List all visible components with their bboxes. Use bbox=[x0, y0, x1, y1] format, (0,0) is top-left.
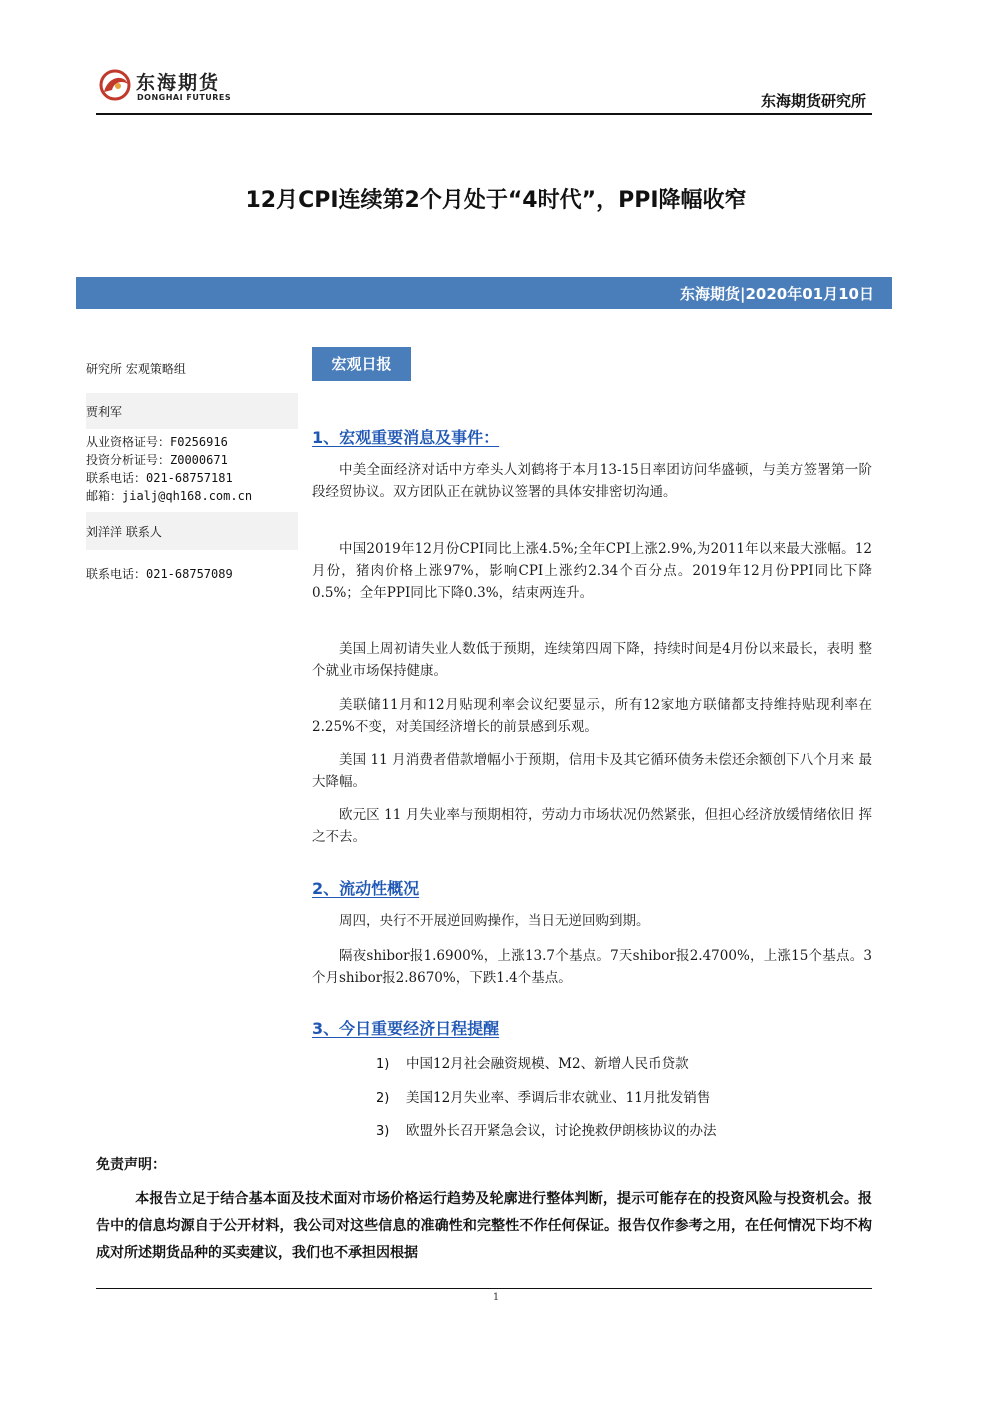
schedule-item-text: 美国12月失业率、季调后非农就业、11月批发销售 bbox=[406, 1090, 711, 1106]
schedule-item bbox=[376, 1052, 689, 1072]
schedule-item-number: 2) bbox=[376, 1091, 390, 1106]
news-paragraph: 中国2019年12月份CPI同比上涨4.5%;全年CPI上涨2.9%,为2011年以来最大涨幅。12月份，猪肉价格上涨97%，影响CPI上涨约2.34个百分点。2019年12月份PPI同比下降0.5%；全年PPI同比下降0.3%，结束两连升。 bbox=[312, 541, 872, 601]
analyst2-line: 联系电话：021-68757089 bbox=[86, 567, 233, 581]
schedule-item-number: 1) bbox=[376, 1057, 390, 1072]
schedule-item-text: 欧盟外长召开紧急会议，讨论挽救伊朗核协议的办法 bbox=[406, 1123, 717, 1139]
analyst1-line: 投资分析证号：Z0000671 bbox=[86, 453, 228, 467]
section-2-heading: 2、流动性概况 bbox=[312, 879, 420, 898]
analyst2-box bbox=[86, 512, 298, 550]
report-type-tag: 宏观日报 bbox=[312, 347, 411, 381]
date-banner-text: 东海期货|2020年01月10日 bbox=[680, 285, 874, 303]
disclaimer-heading: 免责声明： bbox=[96, 1157, 166, 1173]
news-paragraph: 美联储11月和12月贴现利率会议纪要显示，所有12家地方联储都支持维持贴现利率在 2.25%不变，对美国经济增长的前景感到乐观。 bbox=[312, 697, 872, 735]
news-paragraph: 美国 11 月消费者借款增幅小于预期，信用卡及其它循环债务未偿还余额创下八个月来 最大降幅。 bbox=[312, 752, 872, 790]
schedule-item bbox=[376, 1086, 710, 1106]
dragon-logo-icon bbox=[96, 66, 134, 104]
footer-divider bbox=[96, 1288, 872, 1289]
analyst1-box bbox=[86, 393, 298, 429]
schedule-item-number: 3) bbox=[376, 1124, 390, 1139]
logo-text-en: DONGHAI FUTURES bbox=[137, 93, 232, 102]
report-title: 12月CPI连续第2个月处于“4时代”，PPI降幅收窄 bbox=[245, 188, 747, 213]
disclaimer-text: 本报告立足于结合基本面及技术面对市场价格运行趋势及轮廓进行整体判断，提示可能存在的投资风险与投资机会。报告中的信息均源自于公开材料，我公司对这些信息的准确性和完整性不作任何保证。报告仅作参考之用，在任何情况下均不构成对所述期货品种的买卖建议，我们也不承担因根据 bbox=[96, 1191, 872, 1261]
liquidity-paragraph: 周四，央行不开展逆回购操作，当日无逆回购到期。 bbox=[339, 913, 650, 929]
analyst1-name: 贾利军 bbox=[86, 405, 123, 419]
analyst1-contact bbox=[86, 433, 298, 505]
analyst2-name: 刘洋洋 联系人 bbox=[86, 525, 162, 539]
section-1-heading: 1、宏观重要消息及事件： bbox=[312, 428, 500, 447]
section-3-heading: 3、今日重要经济日程提醒 bbox=[312, 1019, 500, 1038]
company-logo bbox=[96, 64, 236, 108]
page-number: 1 bbox=[492, 1292, 500, 1303]
logo-text-cn: 东海期货 bbox=[136, 72, 221, 94]
liquidity-paragraph: 隔夜shibor报1.6900%，上涨13.7个基点。7天shibor报2.4700%，上涨15个基点。3个月shibor报2.8670%，下跌1.4个基点。 bbox=[312, 948, 872, 986]
schedule-item-text: 中国12月社会融资规模、M2、新增人民币贷款 bbox=[406, 1056, 689, 1072]
header-divider bbox=[96, 113, 872, 115]
analyst2-contact bbox=[86, 565, 298, 583]
date-banner bbox=[76, 277, 892, 309]
analyst1-line: 联系电话：021-68757181 bbox=[86, 471, 233, 485]
news-paragraph: 美国上周初请失业人数低于预期，连续第四周下降，持续时间是4月份以来最长，表明 整个就业市场保持健康。 bbox=[312, 641, 872, 679]
institute-name: 东海期货研究所 bbox=[760, 92, 866, 110]
analyst1-line: 从业资格证号：F0256916 bbox=[86, 435, 228, 449]
news-paragraph: 欧元区 11 月失业率与预期相符，劳动力市场状况仍然紧张，但担心经济放缓情绪依旧 挥之不去。 bbox=[312, 807, 872, 845]
schedule-item bbox=[376, 1119, 717, 1139]
news-paragraph: 中美全面经济对话中方牵头人刘鹤将于本月13-15日率团访问华盛顿，与美方签署第一阶段经贸协议。双方团队正在就协议签署的具体安排密切沟通。 bbox=[312, 462, 872, 500]
sidebar-group: 研究所 宏观策略组 bbox=[86, 362, 186, 376]
analyst1-email: 邮箱：jialj@qh168.com.cn bbox=[86, 489, 253, 503]
